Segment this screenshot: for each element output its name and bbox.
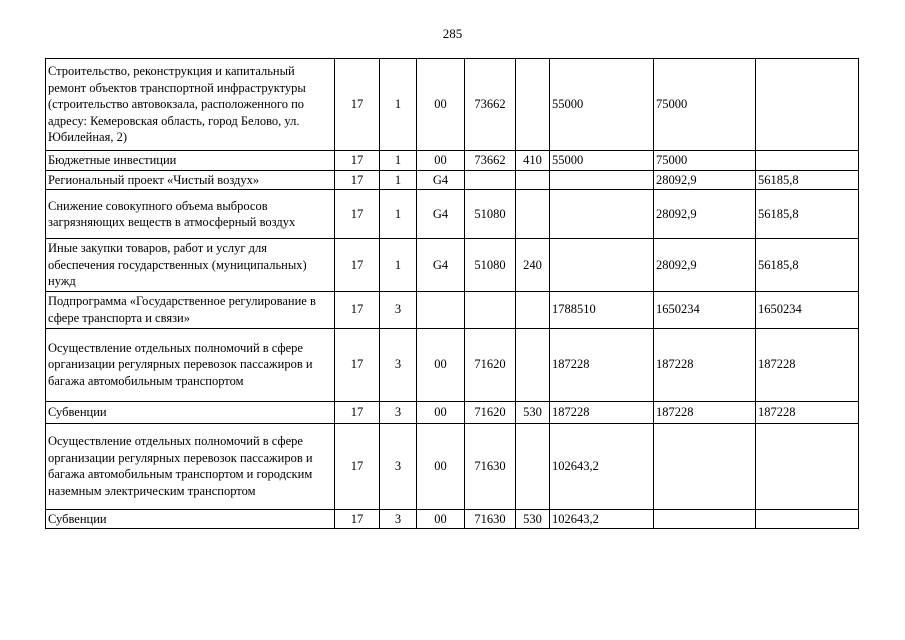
row-c3-cell: G4 — [417, 170, 465, 190]
row-c2-cell: 3 — [380, 291, 417, 328]
row-c1-cell: 17 — [335, 151, 380, 171]
row-a3-cell: 187228 — [756, 328, 859, 401]
table-row — [46, 328, 859, 401]
row-c2-cell: 1 — [380, 151, 417, 171]
row-c5-cell — [516, 291, 550, 328]
row-a2-cell — [654, 423, 756, 509]
row-a3-cell — [756, 509, 859, 529]
row-a3-cell: 187228 — [756, 401, 859, 423]
table-row — [46, 59, 859, 151]
row-a3-cell: 56185,8 — [756, 190, 859, 239]
row-a1-cell: 187228 — [550, 401, 654, 423]
row-a3-cell: 1650234 — [756, 291, 859, 328]
row-c5-cell — [516, 170, 550, 190]
row-c1-cell: 17 — [335, 239, 380, 292]
row-a1-cell — [550, 190, 654, 239]
row-a2-cell: 28092,9 — [654, 170, 756, 190]
row-c3-cell: 00 — [417, 59, 465, 151]
table-row — [46, 291, 859, 328]
row-c3-cell: 00 — [417, 401, 465, 423]
row-c5-cell: 530 — [516, 509, 550, 529]
row-name-cell: Строительство, реконструкция и капитальный ремонт объектов транспортной инфраструктуры (строительство автовокзала, расположенного по адресу: Кемеровская область, город Белово, ул. Юбилейная, 2) — [46, 59, 335, 151]
row-c2-cell: 3 — [380, 509, 417, 529]
row-a3-cell — [756, 59, 859, 151]
row-c2-cell: 1 — [380, 170, 417, 190]
row-name-cell: Бюджетные инвестиции — [46, 151, 335, 171]
row-c3-cell: 00 — [417, 151, 465, 171]
row-c2-cell: 3 — [380, 401, 417, 423]
row-c3-cell — [417, 291, 465, 328]
row-c1-cell: 17 — [335, 59, 380, 151]
row-name-cell: Снижение совокупного объема выбросов загрязняющих веществ в атмосферный воздух — [46, 190, 335, 239]
row-a2-cell: 75000 — [654, 151, 756, 171]
row-c1-cell: 17 — [335, 190, 380, 239]
row-name-cell: Региональный проект «Чистый воздух» — [46, 170, 335, 190]
row-a1-cell: 102643,2 — [550, 423, 654, 509]
row-c4-cell: 51080 — [465, 190, 516, 239]
row-c3-cell: 00 — [417, 328, 465, 401]
row-c1-cell: 17 — [335, 291, 380, 328]
row-c4-cell: 71620 — [465, 401, 516, 423]
row-a1-cell: 1788510 — [550, 291, 654, 328]
row-a1-cell — [550, 239, 654, 292]
row-a1-cell: 55000 — [550, 59, 654, 151]
table-row — [46, 509, 859, 529]
row-c4-cell: 51080 — [465, 239, 516, 292]
row-a2-cell: 28092,9 — [654, 190, 756, 239]
row-c4-cell — [465, 170, 516, 190]
row-c2-cell: 3 — [380, 328, 417, 401]
row-c4-cell: 71630 — [465, 509, 516, 529]
row-a2-cell: 187228 — [654, 401, 756, 423]
row-a3-cell: 56185,8 — [756, 170, 859, 190]
row-a3-cell — [756, 151, 859, 171]
row-a2-cell: 187228 — [654, 328, 756, 401]
row-c1-cell: 17 — [335, 509, 380, 529]
row-c1-cell: 17 — [335, 170, 380, 190]
row-c5-cell — [516, 59, 550, 151]
row-name-cell: Иные закупки товаров, работ и услуг для обеспечения государственных (муниципальных) нужд — [46, 239, 335, 292]
row-c4-cell: 71620 — [465, 328, 516, 401]
row-c4-cell: 73662 — [465, 151, 516, 171]
row-c4-cell: 71630 — [465, 423, 516, 509]
row-a2-cell: 1650234 — [654, 291, 756, 328]
table-row — [46, 190, 859, 239]
row-c2-cell: 1 — [380, 239, 417, 292]
row-c1-cell: 17 — [335, 328, 380, 401]
row-a1-cell: 102643,2 — [550, 509, 654, 529]
table-row — [46, 170, 859, 190]
row-name-cell: Субвенции — [46, 509, 335, 529]
table-body — [46, 59, 859, 529]
table-row — [46, 239, 859, 292]
row-a1-cell: 187228 — [550, 328, 654, 401]
row-c1-cell: 17 — [335, 401, 380, 423]
row-a2-cell: 75000 — [654, 59, 756, 151]
table-row — [46, 423, 859, 509]
row-c3-cell: G4 — [417, 190, 465, 239]
row-c2-cell: 3 — [380, 423, 417, 509]
row-name-cell: Осуществление отдельных полномочий в сфере организации регулярных перевозок пассажиров и багажа автомобильным транспортом — [46, 328, 335, 401]
table-row — [46, 151, 859, 171]
table-row — [46, 401, 859, 423]
row-c4-cell — [465, 291, 516, 328]
row-name-cell: Субвенции — [46, 401, 335, 423]
row-c1-cell: 17 — [335, 423, 380, 509]
budget-table — [45, 58, 859, 529]
row-c3-cell: 00 — [417, 509, 465, 529]
row-c3-cell: G4 — [417, 239, 465, 292]
row-a3-cell: 56185,8 — [756, 239, 859, 292]
row-a1-cell: 55000 — [550, 151, 654, 171]
row-c5-cell: 240 — [516, 239, 550, 292]
row-c2-cell: 1 — [380, 190, 417, 239]
row-c2-cell: 1 — [380, 59, 417, 151]
row-c5-cell: 410 — [516, 151, 550, 171]
row-name-cell: Осуществление отдельных полномочий в сфере организации регулярных перевозок пассажиров и багажа автомобильным транспортом и городским наземным электрическим транспортом — [46, 423, 335, 509]
row-c5-cell — [516, 328, 550, 401]
row-c4-cell: 73662 — [465, 59, 516, 151]
row-a2-cell — [654, 509, 756, 529]
page-number: 285 — [442, 26, 463, 41]
row-c5-cell: 530 — [516, 401, 550, 423]
row-c3-cell: 00 — [417, 423, 465, 509]
row-a3-cell — [756, 423, 859, 509]
row-a2-cell: 28092,9 — [654, 239, 756, 292]
row-c5-cell — [516, 190, 550, 239]
row-a1-cell — [550, 170, 654, 190]
row-c5-cell — [516, 423, 550, 509]
row-name-cell: Подпрограмма «Государственное регулирование в сфере транспорта и связи» — [46, 291, 335, 328]
